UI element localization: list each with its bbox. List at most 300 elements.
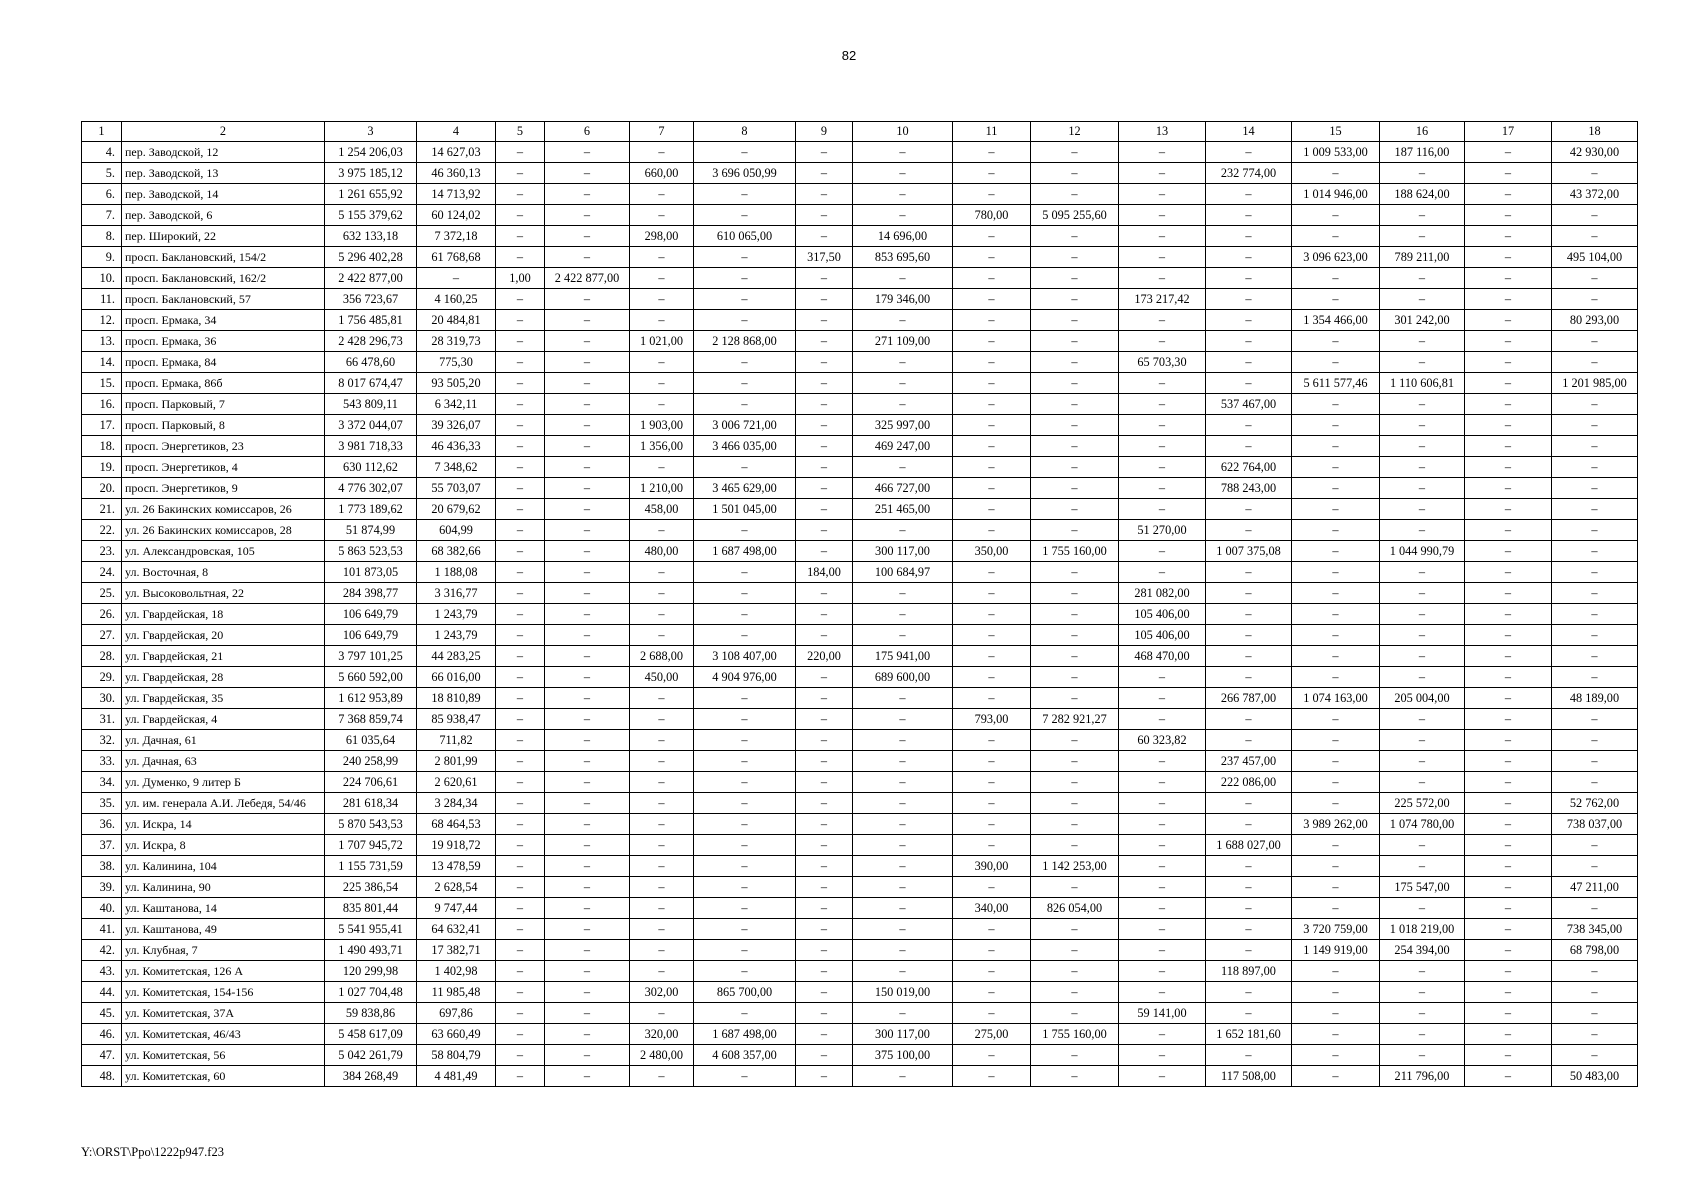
value-cell: – [630, 184, 694, 205]
value-cell: – [694, 688, 796, 709]
value-cell: – [1380, 856, 1465, 877]
value-cell: – [1552, 562, 1638, 583]
value-cell: – [496, 898, 545, 919]
address-cell: пер. Заводской, 14 [122, 184, 325, 205]
value-cell: – [953, 247, 1031, 268]
value-cell: – [796, 793, 853, 814]
header-cell: 1 [82, 122, 122, 142]
value-cell: – [853, 877, 953, 898]
value-cell: – [953, 940, 1031, 961]
value-cell: – [1292, 646, 1380, 667]
value-cell: – [1380, 961, 1465, 982]
value-cell: 51 874,99 [325, 520, 417, 541]
value-cell: – [1465, 730, 1552, 751]
value-cell: – [545, 730, 630, 751]
value-cell: 697,86 [417, 1003, 496, 1024]
value-cell: 7 368 859,74 [325, 709, 417, 730]
value-cell: – [1206, 793, 1292, 814]
table-row [82, 1066, 1638, 1087]
value-cell: – [1119, 499, 1206, 520]
address-cell: просп. Энергетиков, 23 [122, 436, 325, 457]
address-cell: просп. Ермака, 36 [122, 331, 325, 352]
value-cell: – [496, 856, 545, 877]
value-cell: 1 243,79 [417, 604, 496, 625]
value-cell: – [496, 1045, 545, 1066]
value-cell: – [1031, 835, 1119, 856]
value-cell: – [953, 646, 1031, 667]
value-cell: 1 756 485,81 [325, 310, 417, 331]
row-number: 32. [82, 730, 122, 751]
value-cell: 47 211,00 [1552, 877, 1638, 898]
value-cell: – [796, 772, 853, 793]
value-cell: 1 074 163,00 [1292, 688, 1380, 709]
value-cell: – [1031, 772, 1119, 793]
value-cell: 100 684,97 [853, 562, 953, 583]
row-number: 23. [82, 541, 122, 562]
table-row [82, 163, 1638, 184]
value-cell: 281 082,00 [1119, 583, 1206, 604]
value-cell: 13 478,59 [417, 856, 496, 877]
value-cell: – [953, 436, 1031, 457]
value-cell: – [496, 751, 545, 772]
value-cell: 1 142 253,00 [1031, 856, 1119, 877]
value-cell: 50 483,00 [1552, 1066, 1638, 1087]
value-cell: – [1380, 625, 1465, 646]
address-cell: ул. Искра, 14 [122, 814, 325, 835]
value-cell: – [694, 373, 796, 394]
value-cell: 1 707 945,72 [325, 835, 417, 856]
value-cell: – [1292, 1045, 1380, 1066]
value-cell: 317,50 [796, 247, 853, 268]
table-row [82, 898, 1638, 919]
row-number: 45. [82, 1003, 122, 1024]
value-cell: – [694, 961, 796, 982]
value-cell: – [1119, 982, 1206, 1003]
value-cell: – [694, 898, 796, 919]
value-cell: – [796, 982, 853, 1003]
value-cell: – [1031, 877, 1119, 898]
value-cell: – [953, 961, 1031, 982]
value-cell: 66 478,60 [325, 352, 417, 373]
value-cell: – [630, 1003, 694, 1024]
value-cell: 225 386,54 [325, 877, 417, 898]
value-cell: – [1380, 352, 1465, 373]
value-cell: 48 189,00 [1552, 688, 1638, 709]
value-cell: – [545, 772, 630, 793]
value-cell: – [1552, 331, 1638, 352]
value-cell: 711,82 [417, 730, 496, 751]
value-cell: 20 679,62 [417, 499, 496, 520]
value-cell: 2 428 296,73 [325, 331, 417, 352]
value-cell: – [496, 205, 545, 226]
value-cell: – [853, 856, 953, 877]
table-row [82, 982, 1638, 1003]
value-cell: – [1292, 415, 1380, 436]
address-cell: ул. Гвардейская, 20 [122, 625, 325, 646]
value-cell: – [694, 793, 796, 814]
value-cell: – [545, 898, 630, 919]
value-cell: – [1206, 268, 1292, 289]
address-cell: ул. Гвардейская, 21 [122, 646, 325, 667]
value-cell: – [1465, 541, 1552, 562]
value-cell: 106 649,79 [325, 604, 417, 625]
value-cell: 43 372,00 [1552, 184, 1638, 205]
value-cell: – [496, 415, 545, 436]
value-cell: – [1031, 751, 1119, 772]
value-cell: 466 727,00 [853, 478, 953, 499]
header-cell: 15 [1292, 122, 1380, 142]
address-cell: ул. Дачная, 63 [122, 751, 325, 772]
value-cell: 3 465 629,00 [694, 478, 796, 499]
value-cell: – [1206, 898, 1292, 919]
value-cell: – [953, 562, 1031, 583]
value-cell: 325 997,00 [853, 415, 953, 436]
address-cell: ул. Думенко, 9 литер Б [122, 772, 325, 793]
value-cell: 101 873,05 [325, 562, 417, 583]
value-cell: – [953, 163, 1031, 184]
value-cell: – [496, 436, 545, 457]
value-cell: – [1206, 142, 1292, 163]
value-cell: – [796, 940, 853, 961]
value-cell: 1 755 160,00 [1031, 1024, 1119, 1045]
value-cell: – [1292, 520, 1380, 541]
value-cell: 8 017 674,47 [325, 373, 417, 394]
value-cell: – [1031, 394, 1119, 415]
value-cell: – [796, 1045, 853, 1066]
value-cell: – [1206, 520, 1292, 541]
value-cell: – [630, 142, 694, 163]
value-cell: – [694, 751, 796, 772]
value-cell: – [1552, 583, 1638, 604]
row-number: 26. [82, 604, 122, 625]
value-cell: 3 981 718,33 [325, 436, 417, 457]
value-cell: – [1119, 856, 1206, 877]
value-cell: – [1552, 289, 1638, 310]
value-cell: – [496, 583, 545, 604]
value-cell: – [496, 520, 545, 541]
value-cell: 2 620,61 [417, 772, 496, 793]
value-cell: – [1380, 331, 1465, 352]
value-cell: – [1031, 625, 1119, 646]
value-cell: 14 696,00 [853, 226, 953, 247]
row-number: 20. [82, 478, 122, 499]
value-cell: 3 720 759,00 [1292, 919, 1380, 940]
value-cell: – [1292, 352, 1380, 373]
value-cell: 5 095 255,60 [1031, 205, 1119, 226]
value-cell: – [496, 478, 545, 499]
address-cell: пер. Широкий, 22 [122, 226, 325, 247]
value-cell: – [630, 310, 694, 331]
value-cell: – [1206, 625, 1292, 646]
value-cell: – [1119, 814, 1206, 835]
value-cell: – [1031, 562, 1119, 583]
value-cell: – [1119, 919, 1206, 940]
value-cell: 1 201 985,00 [1552, 373, 1638, 394]
value-cell: 4 160,25 [417, 289, 496, 310]
value-cell: – [694, 919, 796, 940]
value-cell: 1 044 990,79 [1380, 541, 1465, 562]
value-cell: – [417, 268, 496, 289]
value-cell: – [630, 919, 694, 940]
table-row [82, 646, 1638, 667]
value-cell: 7 372,18 [417, 226, 496, 247]
value-cell: – [953, 772, 1031, 793]
value-cell: – [1465, 499, 1552, 520]
value-cell: – [545, 562, 630, 583]
row-number: 35. [82, 793, 122, 814]
value-cell: – [796, 520, 853, 541]
value-cell: – [796, 541, 853, 562]
row-number: 15. [82, 373, 122, 394]
value-cell: – [1552, 646, 1638, 667]
value-cell: – [953, 919, 1031, 940]
row-number: 17. [82, 415, 122, 436]
value-cell: – [1292, 898, 1380, 919]
value-cell: – [1031, 688, 1119, 709]
value-cell: 1 074 780,00 [1380, 814, 1465, 835]
header-cell: 3 [325, 122, 417, 142]
header-cell: 8 [694, 122, 796, 142]
value-cell: – [1465, 877, 1552, 898]
value-cell: – [1206, 373, 1292, 394]
value-cell: 224 706,61 [325, 772, 417, 793]
value-cell: – [953, 499, 1031, 520]
value-cell: – [1292, 667, 1380, 688]
value-cell: – [1552, 352, 1638, 373]
value-cell: – [496, 562, 545, 583]
value-cell: 495 104,00 [1552, 247, 1638, 268]
value-cell: – [496, 709, 545, 730]
value-cell: – [1552, 856, 1638, 877]
value-cell: – [1119, 331, 1206, 352]
value-cell: – [496, 499, 545, 520]
value-cell: 11 985,48 [417, 982, 496, 1003]
value-cell: – [1465, 184, 1552, 205]
value-cell: – [853, 625, 953, 646]
address-cell: просп. Баклановский, 154/2 [122, 247, 325, 268]
value-cell: – [796, 877, 853, 898]
value-cell: – [1465, 331, 1552, 352]
value-cell: – [694, 268, 796, 289]
table-row [82, 226, 1638, 247]
header-cell: 13 [1119, 122, 1206, 142]
value-cell: – [1552, 205, 1638, 226]
value-cell: – [545, 142, 630, 163]
value-cell: – [496, 919, 545, 940]
value-cell: – [1380, 1045, 1465, 1066]
header-cell: 7 [630, 122, 694, 142]
value-cell: – [1119, 394, 1206, 415]
value-cell: 105 406,00 [1119, 625, 1206, 646]
table-row [82, 541, 1638, 562]
table-row [82, 499, 1638, 520]
value-cell: – [1292, 709, 1380, 730]
row-number: 9. [82, 247, 122, 268]
value-cell: – [630, 709, 694, 730]
value-cell: 68 464,53 [417, 814, 496, 835]
value-cell: 3 696 050,99 [694, 163, 796, 184]
value-cell: 689 600,00 [853, 667, 953, 688]
value-cell: – [796, 226, 853, 247]
value-cell: 220,00 [796, 646, 853, 667]
value-cell: 469 247,00 [853, 436, 953, 457]
value-cell: – [545, 247, 630, 268]
value-cell: – [1465, 919, 1552, 940]
value-cell: 2 422 877,00 [545, 268, 630, 289]
value-cell: – [1465, 394, 1552, 415]
value-cell: – [1031, 667, 1119, 688]
value-cell: – [1552, 478, 1638, 499]
value-cell: – [496, 961, 545, 982]
value-cell: – [1552, 709, 1638, 730]
value-cell: – [796, 289, 853, 310]
value-cell: – [1380, 751, 1465, 772]
table-row [82, 835, 1638, 856]
value-cell: 780,00 [953, 205, 1031, 226]
value-cell: 738 345,00 [1552, 919, 1638, 940]
value-cell: – [496, 457, 545, 478]
value-cell: – [545, 814, 630, 835]
address-cell: просп. Ермака, 34 [122, 310, 325, 331]
address-cell: просп. Парковый, 7 [122, 394, 325, 415]
value-cell: 17 382,71 [417, 940, 496, 961]
row-number: 44. [82, 982, 122, 1003]
value-cell: – [1292, 751, 1380, 772]
value-cell: – [796, 814, 853, 835]
value-cell: – [953, 289, 1031, 310]
value-cell: 340,00 [953, 898, 1031, 919]
address-cell: ул. Александровская, 105 [122, 541, 325, 562]
value-cell: 281 618,34 [325, 793, 417, 814]
value-cell: 3 096 623,00 [1292, 247, 1380, 268]
value-cell: 237 457,00 [1206, 751, 1292, 772]
value-cell: – [1465, 205, 1552, 226]
value-cell: – [1552, 730, 1638, 751]
value-cell: 375 100,00 [853, 1045, 953, 1066]
value-cell: – [953, 688, 1031, 709]
file-path: Y:\ORST\Ppo\1222p947.f23 [81, 1145, 224, 1159]
value-cell: 211 796,00 [1380, 1066, 1465, 1087]
value-cell: – [853, 310, 953, 331]
value-cell: 1 007 375,08 [1206, 541, 1292, 562]
value-cell: – [694, 583, 796, 604]
value-cell: – [853, 751, 953, 772]
value-cell: – [1031, 163, 1119, 184]
value-cell: – [1119, 226, 1206, 247]
value-cell: – [694, 814, 796, 835]
value-cell: – [1465, 961, 1552, 982]
address-cell: просп. Ермака, 84 [122, 352, 325, 373]
value-cell: 5 870 543,53 [325, 814, 417, 835]
value-cell: 42 930,00 [1552, 142, 1638, 163]
value-cell: – [796, 184, 853, 205]
value-cell: – [694, 457, 796, 478]
table-row [82, 268, 1638, 289]
value-cell: – [545, 289, 630, 310]
value-cell: – [1206, 310, 1292, 331]
value-cell: – [1380, 835, 1465, 856]
value-cell: 5 863 523,53 [325, 541, 417, 562]
value-cell: 390,00 [953, 856, 1031, 877]
table-row [82, 1045, 1638, 1066]
value-cell: – [630, 961, 694, 982]
value-cell: 14 713,92 [417, 184, 496, 205]
value-cell: 543 809,11 [325, 394, 417, 415]
value-cell: – [1380, 730, 1465, 751]
value-cell: 118 897,00 [1206, 961, 1292, 982]
table-row [82, 1024, 1638, 1045]
header-cell: 11 [953, 122, 1031, 142]
value-cell: 3 975 185,12 [325, 163, 417, 184]
row-number: 10. [82, 268, 122, 289]
value-cell: 1 210,00 [630, 478, 694, 499]
value-cell: 5 042 261,79 [325, 1045, 417, 1066]
value-cell: – [630, 1066, 694, 1087]
value-cell: – [496, 1003, 545, 1024]
value-cell: 52 762,00 [1552, 793, 1638, 814]
value-cell: 251 465,00 [853, 499, 953, 520]
value-cell: 1 009 533,00 [1292, 142, 1380, 163]
table-row [82, 520, 1638, 541]
value-cell: – [1119, 940, 1206, 961]
address-cell: ул. Дачная, 61 [122, 730, 325, 751]
value-cell: 150 019,00 [853, 982, 953, 1003]
value-cell: – [853, 772, 953, 793]
table-row [82, 919, 1638, 940]
value-cell: – [796, 163, 853, 184]
value-cell: 64 632,41 [417, 919, 496, 940]
row-number: 6. [82, 184, 122, 205]
value-cell: – [1465, 814, 1552, 835]
row-number: 48. [82, 1066, 122, 1087]
value-cell: – [953, 226, 1031, 247]
value-cell: 853 695,60 [853, 247, 953, 268]
value-cell: – [1031, 499, 1119, 520]
value-cell: – [630, 457, 694, 478]
value-cell: – [953, 415, 1031, 436]
row-number: 25. [82, 583, 122, 604]
value-cell: – [953, 478, 1031, 499]
value-cell: – [694, 625, 796, 646]
value-cell: – [796, 499, 853, 520]
value-cell: – [496, 1024, 545, 1045]
value-cell: – [1031, 604, 1119, 625]
value-cell: – [1031, 373, 1119, 394]
value-cell: – [1206, 289, 1292, 310]
value-cell: 1 261 655,92 [325, 184, 417, 205]
header-cell: 2 [122, 122, 325, 142]
value-cell: – [545, 709, 630, 730]
value-cell: – [1031, 1045, 1119, 1066]
value-cell: – [1292, 772, 1380, 793]
value-cell: 68 382,66 [417, 541, 496, 562]
value-cell: – [1292, 730, 1380, 751]
value-cell: – [1292, 856, 1380, 877]
value-cell: – [853, 352, 953, 373]
row-number: 29. [82, 667, 122, 688]
value-cell: – [953, 814, 1031, 835]
value-cell: 39 326,07 [417, 415, 496, 436]
value-cell: 4 904 976,00 [694, 667, 796, 688]
value-cell: – [545, 877, 630, 898]
value-cell: – [1465, 1066, 1552, 1087]
value-cell: – [796, 667, 853, 688]
value-cell: 1 188,08 [417, 562, 496, 583]
value-cell: – [630, 877, 694, 898]
value-cell: – [694, 205, 796, 226]
value-cell: – [1292, 226, 1380, 247]
value-cell: – [953, 184, 1031, 205]
